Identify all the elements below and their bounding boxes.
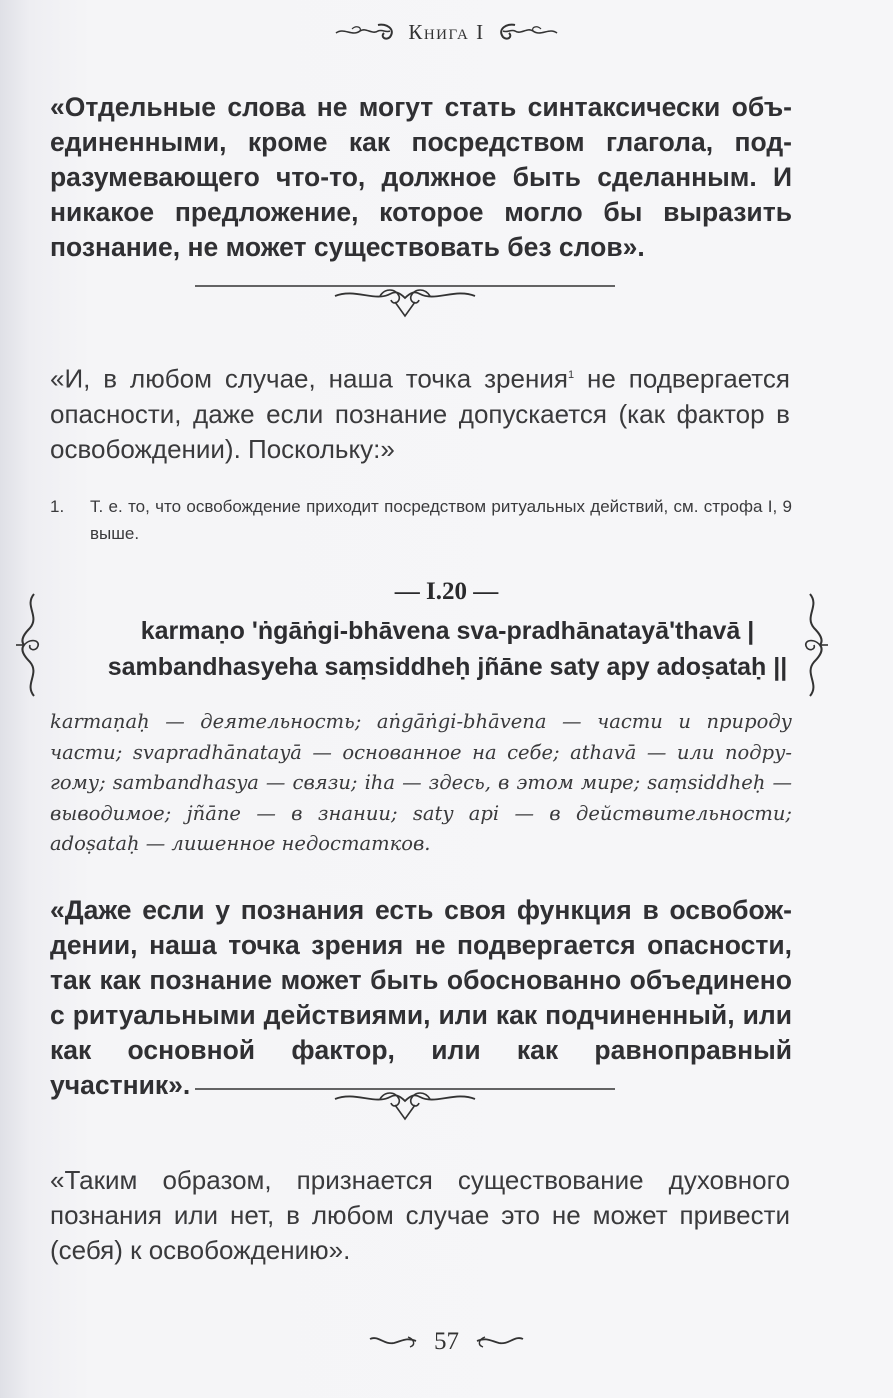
word-by-word-translation: karmaṇaḥ — деятельность; aṅgāṅgi-bhāvena — части и природу части; svapradhānatayā — основанное на себе; athavā — или подругому; sambandhasya — связи; iha — здесь, в этом мире; saṃsiddheḥ — выводимое; jñāne — в знании; saty api — в действительности; adoṣataḥ — лишенное недостатков. — [50, 710, 792, 855]
quote-paragraph-4: «Таким образом, признается существование духовного познания или нет, в любом случае это не может привести (себя) к освобождению». — [50, 1165, 790, 1265]
paragraph-2-text-start: «И, в любом случае, наша точка зрения — [50, 363, 568, 394]
left-flourish-icon — [334, 21, 398, 43]
quote-paragraph-2 — [50, 358, 790, 467]
footnote-marker: 1 — [567, 369, 575, 381]
bold-quote-paragraph-3: «Даже если у познания есть своя функция в освобождении, наша точка зрения не подвергается опасности, так как познание может быть обоснованно объединено с ритуальными действиями, или как подчиненный, или как основной фактор, или как равноправный участник». — [50, 895, 792, 1100]
right-flourish-icon — [495, 21, 559, 43]
paragraph-2-text-end: не подвергается опасности, даже если познание допускается (как фактор в освобождении). Поскольку:» — [50, 363, 790, 464]
page-number: 57 — [434, 1328, 459, 1355]
book-title: Книга I — [408, 19, 485, 44]
ornamental-divider-icon — [195, 280, 615, 320]
verse-line-2: sambandhasyeha saṃsiddheḥ jñāne saty apy adoṣataḥ || — [107, 653, 788, 681]
right-flourish-icon — [475, 1333, 525, 1351]
verse-line-1: karmaṇo 'ṅgāṅgi-bhāvena sva-pradhānatayā'thavā | — [140, 617, 755, 645]
footnote-text: Т. е. то, что освобождение приходит посредством ритуальных действий, см. строфа I, 9 выше. — [90, 497, 792, 543]
footnote — [50, 493, 792, 547]
left-side-ornament-icon — [14, 592, 48, 698]
left-flourish-icon — [368, 1333, 418, 1351]
footnote-number: 1. — [50, 497, 65, 516]
running-header — [0, 14, 893, 50]
bold-quote-paragraph-1: «Отдельные слова не могут стать синтаксически объединенными, кроме как посредством глагола, подразумевающего что-то, должное быть сделанным. И никакое предложение, которое могло бы выразить познание, не может существовать без слов». — [50, 92, 792, 262]
ornamental-divider-icon — [195, 1083, 615, 1123]
verse-number: — I.20 — — [394, 578, 499, 605]
sanskrit-verse — [70, 613, 825, 685]
page-footer — [0, 1322, 893, 1362]
